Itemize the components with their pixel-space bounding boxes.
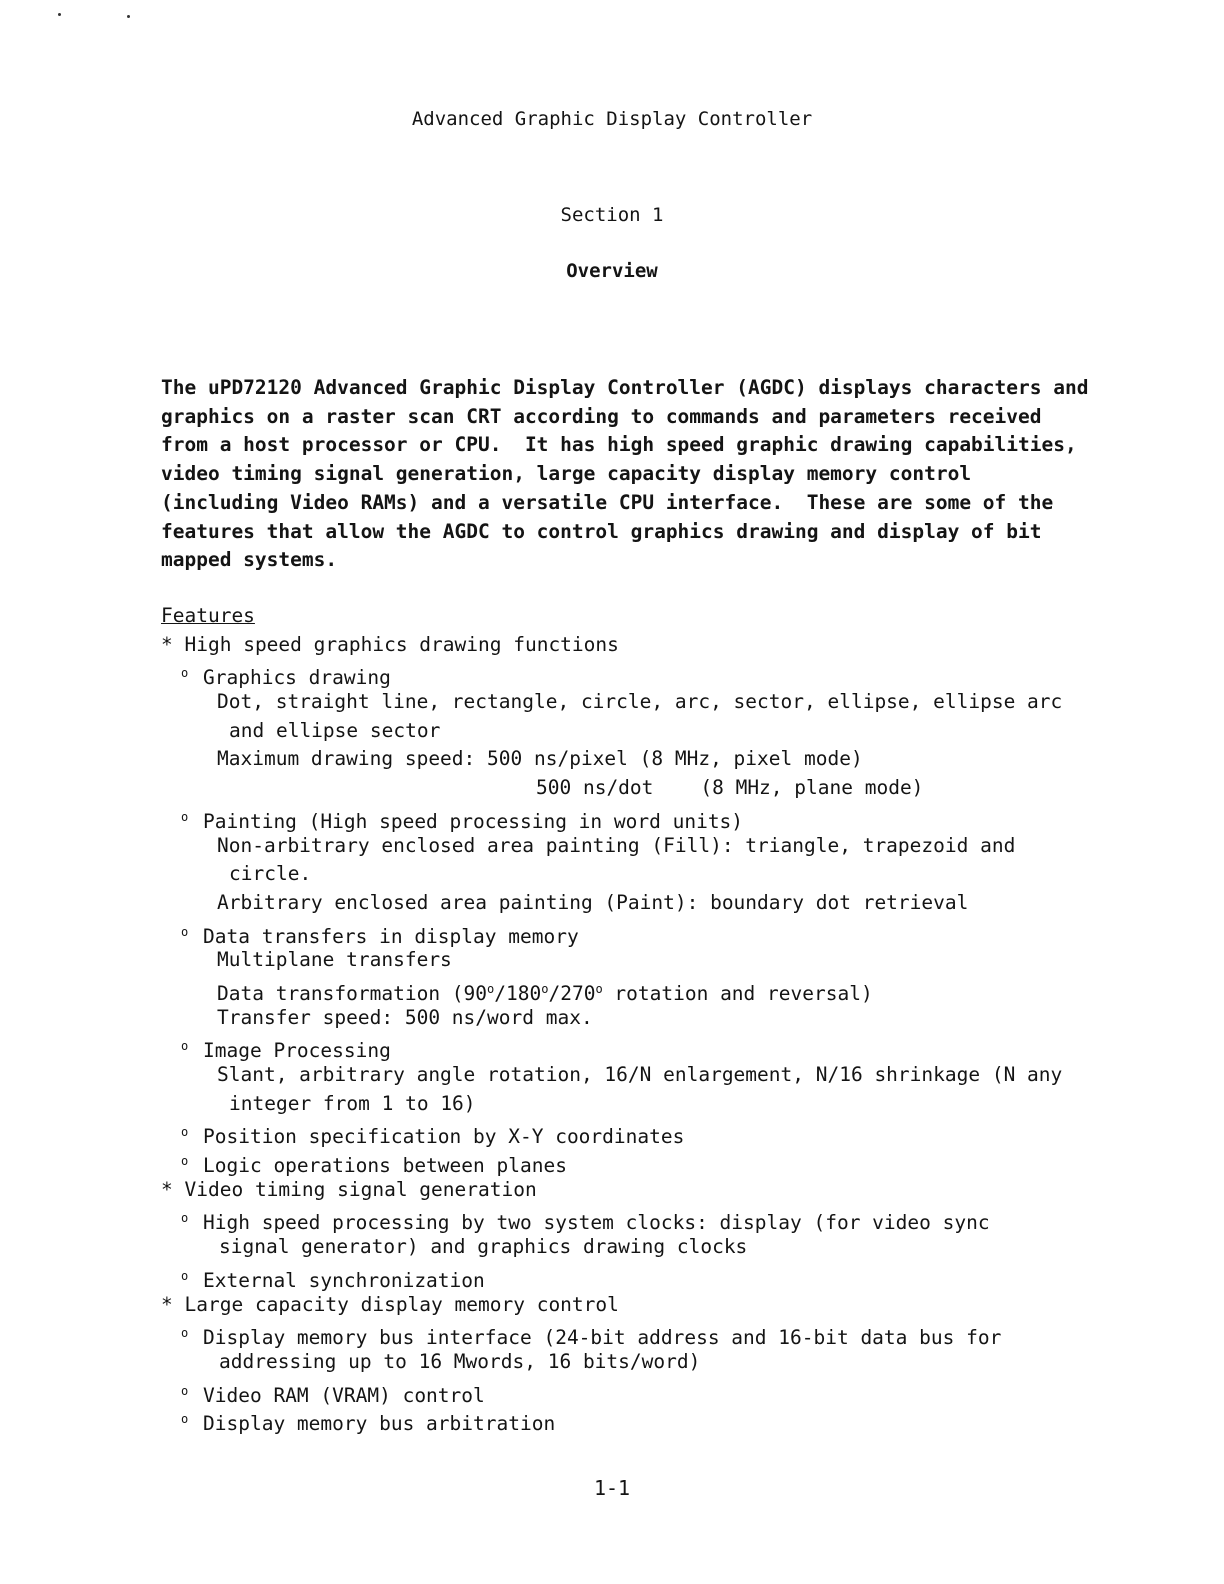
- star-bullet-icon: *: [161, 632, 173, 656]
- feature-subitem: o External synchronization: [161, 1262, 1062, 1291]
- feature-detail: Slant, arbitrary angle rotation, 16/N enlargement, N/16 shrinkage (N any: [217, 1063, 1063, 1086]
- feature-subitem: o Image Processing: [161, 1032, 1062, 1061]
- intro-line: (including Video RAMs) and a versatile CPU interface. These are some of the: [161, 490, 1054, 514]
- intro-paragraph: [161, 374, 1089, 575]
- feature-item: * High speed graphics drawing functions: [161, 632, 619, 656]
- feature-subitem: o Display memory bus arbitration: [161, 1405, 1062, 1434]
- degree-sign: o: [595, 981, 603, 996]
- feature-detail: Maximum drawing speed: 500 ns/pixel (8 MHz, pixel mode): [217, 747, 863, 771]
- page-number: 1-1: [593, 1476, 631, 1500]
- feature-detail: addressing up to 16 Mwords, 16 bits/word): [219, 1349, 701, 1373]
- intro-line: features that allow the AGDC to control graphics drawing and display of bit: [161, 519, 1042, 543]
- star-bullet-icon: *: [161, 1177, 173, 1201]
- circle-bullet-icon: o: [181, 1412, 189, 1427]
- degree-sign: o: [487, 981, 495, 996]
- circle-bullet-icon: o: [181, 1154, 189, 1169]
- feature-detail: and ellipse sector: [229, 718, 441, 742]
- feature-subitem: o High speed processing by two system clocks: display (for video sync: [161, 1204, 1062, 1233]
- intro-line: The uPD72120 Advanced Graphic Display Controller (AGDC) displays characters and: [161, 376, 1089, 399]
- feature-detail: Arbitrary enclosed area painting (Paint): boundary dot retrieval: [217, 890, 969, 914]
- circle-bullet-icon: o: [181, 1268, 189, 1283]
- circle-bullet-icon: o: [181, 1039, 189, 1054]
- degree-sign: o: [541, 981, 549, 996]
- feature-item: * Video timing signal generation: [161, 1177, 537, 1201]
- feature-detail: Transfer speed: 500 ns/word max.: [217, 1005, 593, 1029]
- features-heading: Features: [161, 604, 255, 627]
- circle-bullet-icon: o: [181, 1326, 189, 1341]
- feature-subitem: o Data transfers in display memory: [161, 918, 1062, 947]
- intro-line: from a host processor or CPU. It has high speed graphic drawing capabilities,: [161, 433, 1077, 457]
- feature-detail: Data transformation (90$^o$/180$^o$/270$^o$ rotation and reversal): [217, 981, 873, 1005]
- feature-subitem: o Painting (High speed processing in word units): [161, 803, 1062, 832]
- document-title: Advanced Graphic Display Controller: [411, 108, 813, 130]
- circle-bullet-icon: o: [181, 1125, 189, 1140]
- scan-speck: [58, 13, 61, 16]
- section-label: Section 1: [560, 204, 664, 226]
- feature-detail: Multiplane transfers: [217, 948, 452, 972]
- circle-bullet-icon: o: [181, 1211, 189, 1226]
- feature-subitem: o Graphics drawing: [161, 659, 1062, 688]
- circle-bullet-icon: o: [181, 809, 189, 824]
- feature-subitem: o Display memory bus interface (24-bit address and 16-bit data bus for: [161, 1319, 1062, 1348]
- circle-bullet-icon: o: [181, 666, 189, 681]
- feature-subitem: o Video RAM (VRAM) control: [161, 1377, 1062, 1406]
- section-heading: Overview: [566, 260, 658, 282]
- feature-detail: signal generator) and graphics drawing clocks: [219, 1235, 748, 1259]
- feature-subitem: o Position specification by X-Y coordinates: [161, 1118, 1062, 1147]
- feature-detail: 500 ns/dot (8 MHz, plane mode): [536, 776, 924, 800]
- circle-bullet-icon: o: [181, 1383, 189, 1398]
- intro-line: video timing signal generation, large capacity display memory control: [161, 462, 972, 486]
- feature-detail: circle.: [229, 862, 312, 886]
- feature-subitem: o Logic operations between planes: [161, 1147, 1062, 1176]
- feature-detail: Dot, straight line, rectangle, circle, arc, sector, ellipse, ellipse arc: [217, 690, 1063, 714]
- intro-line: mapped systems.: [161, 548, 338, 572]
- feature-detail: integer from 1 to 16): [229, 1091, 476, 1115]
- scan-speck: [127, 15, 130, 18]
- feature-item: * Large capacity display memory control: [161, 1292, 619, 1316]
- feature-detail: Non-arbitrary enclosed area painting (Fill): triangle, trapezoid and: [217, 833, 1016, 857]
- circle-bullet-icon: o: [181, 924, 189, 939]
- intro-line: graphics on a raster scan CRT according to commands and parameters received: [161, 404, 1042, 428]
- features-list: [161, 602, 1062, 1434]
- star-bullet-icon: *: [161, 1292, 173, 1316]
